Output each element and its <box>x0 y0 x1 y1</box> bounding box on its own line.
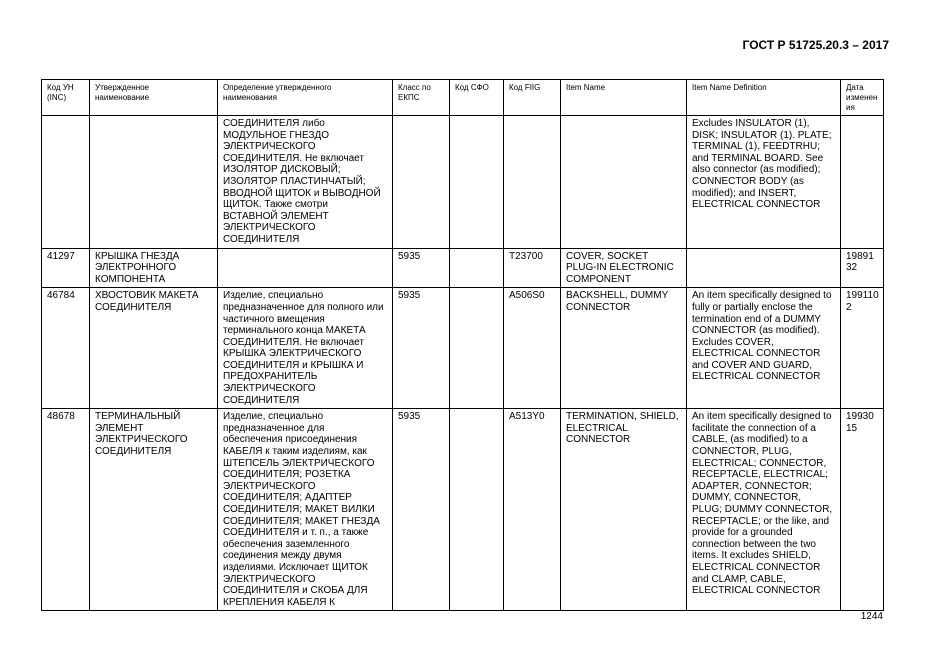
table-row <box>42 288 884 409</box>
col-header-item-name: Item Name <box>561 80 687 116</box>
cell-approved-definition: Изделие, специально предназначенное для обеспечения присоединения КАБЕЛЯ к таким изделиям, как ШТЕПСЕЛЬ ЭЛЕКТРИЧЕСКОГО СОЕДИНИТЕЛЯ; РОЗЕТКА ЭЛЕКТРИЧЕСКОГО СОЕДИНИТЕЛЯ; АДАПТЕР СОЕДИНИТЕЛЯ; МАКЕТ ВИЛКИ СОЕДИНИТЕЛЯ; МАКЕТ ГНЕЗДА СОЕДИНИТЕЛЯ и т. п., а также обеспечения заземленного соединения между двумя изделиями. Исключает ЩИТОК ЭЛЕКТРИЧЕСКОГО СОЕДИНИТЕЛЯ и СКОБА ДЛЯ КРЕПЛЕНИЯ КАБЕЛЯ К <box>218 409 393 611</box>
cell-item-name-definition: An item specifically designed to fully or partially enclose the termination end of a DUMMY CONNECTOR (as modified). Excludes COVER, ELECTRICAL CONNECTOR and COVER AND GUARD, ELECTRICAL CONNECTOR <box>687 288 841 409</box>
table-header-row <box>42 80 884 116</box>
col-header-approved-definition: Определение утвержденного наименования <box>218 80 393 116</box>
col-header-fiig-code: Код FIIG <box>504 80 561 116</box>
cell-fiig-code: A513Y0 <box>504 409 561 611</box>
cell-approved-name: КРЫШКА ГНЕЗДА ЭЛЕКТРОННОГО КОМПОНЕНТА <box>90 248 218 288</box>
cell-inc <box>42 116 90 249</box>
cell-inc: 41297 <box>42 248 90 288</box>
page-number: 1244 <box>860 611 883 622</box>
table-row <box>42 248 884 288</box>
cell-fiig-code: T23700 <box>504 248 561 288</box>
cell-change-date: 1989132 <box>841 248 884 288</box>
cell-change-date: 1991102 <box>841 288 884 409</box>
cell-item-name <box>561 116 687 249</box>
cell-fiig-code: A506S0 <box>504 288 561 409</box>
catalog-table <box>41 79 884 611</box>
col-header-approved-name: Утвержденное наименование <box>90 80 218 116</box>
cell-change-date: 1993015 <box>841 409 884 611</box>
cell-inc: 46784 <box>42 288 90 409</box>
cell-sfo-code <box>450 288 504 409</box>
cell-inc: 48678 <box>42 409 90 611</box>
cell-sfo-code <box>450 116 504 249</box>
cell-approved-name <box>90 116 218 249</box>
cell-item-name-definition: Excludes INSULATOR (1), DISK; INSULATOR (1). PLATE; TERMINAL (1), FEEDTRHU; and TERMINAL BOARD. See also connector (as modified); CONNECTOR BODY (as modified); and INSERT, ELECTRICAL CONNECTOR <box>687 116 841 249</box>
cell-approved-definition: СОЕДИНИТЕЛЯ либо МОДУЛЬНОЕ ГНЕЗДО ЭЛЕКТРИЧЕСКОГО СОЕДИНИТЕЛЯ. Не включает ИЗОЛЯТОР ДИСКОВЫЙ; ИЗОЛЯТОР ПЛАСТИНЧАТЫЙ; ВВОДНОЙ ЩИТОК и ВЫВОДНОЙ ЩИТОК. Также смотри ВСТАВНОЙ ЭЛЕМЕНТ ЭЛЕКТРИЧЕСКОГО СОЕДИНИТЕЛЯ <box>218 116 393 249</box>
document-header: ГОСТ Р 51725.20.3 – 2017 <box>742 38 889 52</box>
cell-item-name: TERMINATION, SHIELD, ELECTRICAL CONNECTOR <box>561 409 687 611</box>
cell-ekps-class <box>393 116 450 249</box>
cell-ekps-class: 5935 <box>393 409 450 611</box>
cell-item-name-definition <box>687 248 841 288</box>
col-header-sfo-code: Код СФО <box>450 80 504 116</box>
cell-approved-name: ТЕРМИНАЛЬНЫЙ ЭЛЕМЕНТ ЭЛЕКТРИЧЕСКОГО СОЕДИНИТЕЛЯ <box>90 409 218 611</box>
cell-ekps-class: 5935 <box>393 248 450 288</box>
cell-item-name: COVER, SOCKET PLUG-IN ELECTRONIC COMPONENT <box>561 248 687 288</box>
table-row <box>42 116 884 249</box>
cell-approved-name: ХВОСТОВИК МАКЕТА СОЕДИНИТЕЛЯ <box>90 288 218 409</box>
col-header-item-name-definition: Item Name Definition <box>687 80 841 116</box>
cell-change-date <box>841 116 884 249</box>
cell-sfo-code <box>450 248 504 288</box>
cell-approved-definition: Изделие, специально предназначенное для полного или частичного вмещения терминального конца МАКЕТА СОЕДИНИТЕЛЯ. Не включает КРЫШКА ЭЛЕКТРИЧЕСКОГО СОЕДИНИТЕЛЯ и КРЫШКА И ПРЕДОХРАНИТЕЛЬ ЭЛЕКТРИЧЕСКОГО СОЕДИНИТЕЛЯ <box>218 288 393 409</box>
col-header-change-date: Дата изменения <box>841 80 884 116</box>
cell-item-name: BACKSHELL, DUMMY CONNECTOR <box>561 288 687 409</box>
table-row <box>42 409 884 611</box>
cell-ekps-class: 5935 <box>393 288 450 409</box>
col-header-inc: Код УН (INC) <box>42 80 90 116</box>
cell-item-name-definition: An item specifically designed to facilitate the connection of a CABLE, (as modified) to a CONNECTOR, PLUG, ELECTRICAL; CONNECTOR, RECEPTACLE, ELECTRICAL; ADAPTER, CONNECTOR; DUMMY, CONNECTOR, PLUG; DUMMY CONNECTOR, RECEPTACLE; or the like, and provide for a grounded connection between the two items. It excludes SHIELD, ELECTRICAL CONNECTOR and CLAMP, CABLE, ELECTRICAL CONNECTOR <box>687 409 841 611</box>
cell-approved-definition <box>218 248 393 288</box>
col-header-ekps-class: Класс по ЕКПС <box>393 80 450 116</box>
cell-fiig-code <box>504 116 561 249</box>
cell-sfo-code <box>450 409 504 611</box>
